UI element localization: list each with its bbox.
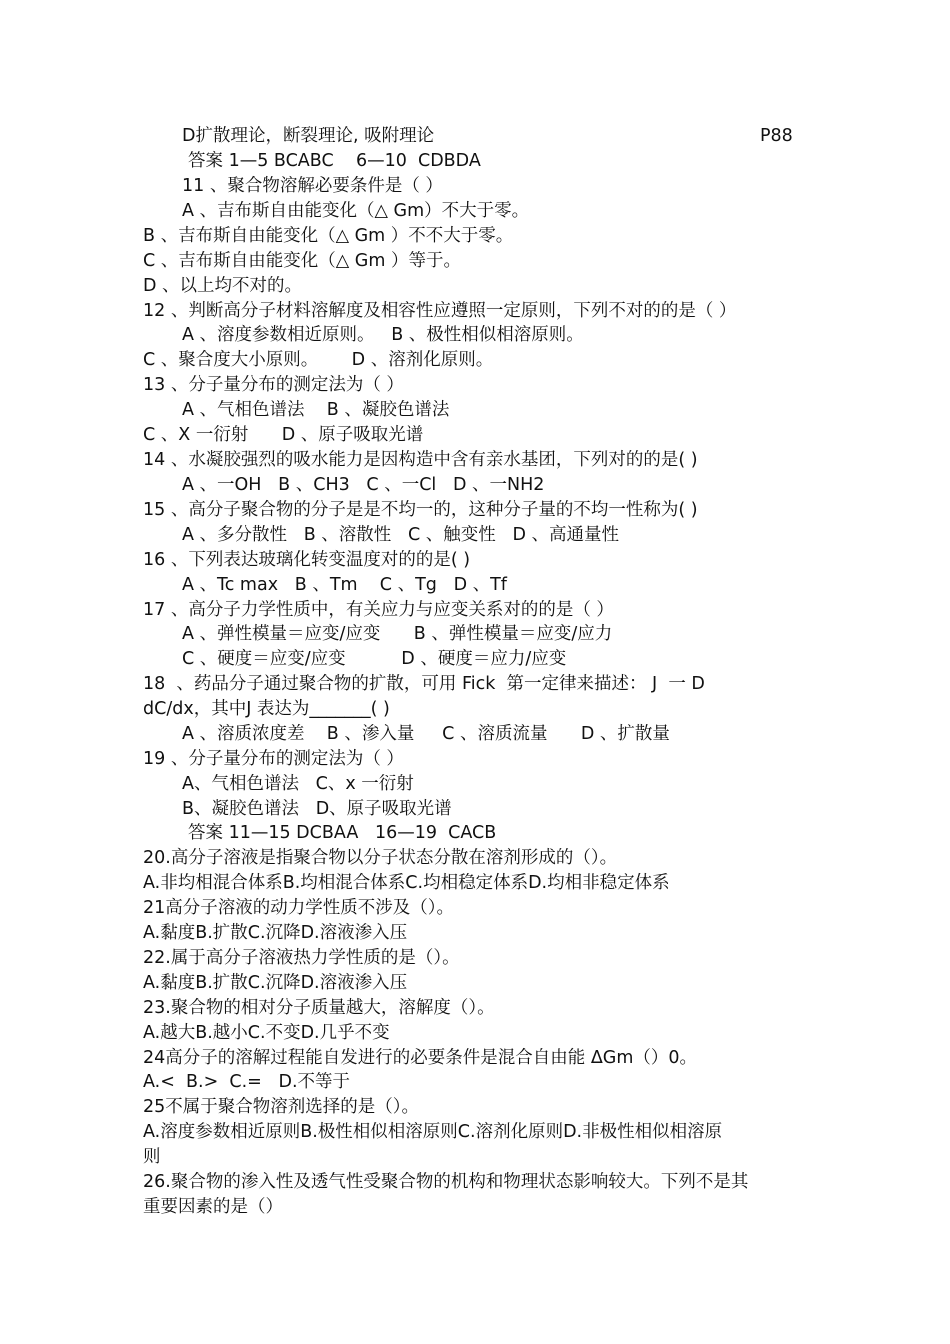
option-line: D 、以上均不对的。	[143, 276, 303, 296]
question-24: 24高分子的溶解过程能自发进行的必要条件是混合自由能 ΔGm（）0。	[143, 1048, 698, 1068]
option-line: A 、一OH B 、CH3 C 、一Cl D 、一NH2	[182, 475, 545, 495]
question-23: 23.聚合物的相对分子质量越大，溶解度（）。	[143, 998, 495, 1018]
question-14: 14 、水凝胶强烈的吸水能力是因构造中含有亲水基团，下列对的的是( )	[143, 450, 698, 470]
option-line: B、凝胶色谱法 D、原子吸取光谱	[182, 799, 452, 819]
option-line: A 、弹性模量＝应变/应变 B 、弹性模量＝应变/应力	[182, 624, 613, 644]
text-line: D扩散理论，断裂理论, 吸附理论	[182, 126, 435, 146]
question-25: 25不属于聚合物溶剂选择的是（）。	[143, 1097, 420, 1117]
option-line: A 、溶质浓度差 B 、渗入量 C 、溶质流量 D 、扩散量	[182, 724, 670, 744]
option-line: C 、X 一衍射 D 、原子吸取光谱	[143, 425, 424, 445]
question-17: 17 、高分子力学性质中，有关应力与应变关系对的的是（ ）	[143, 600, 614, 620]
question-19: 19 、分子量分布的测定法为（ ）	[143, 749, 404, 769]
question-12: 12 、判断高分子材料溶解度及相容性应遵照一定原则，下列不对的的是（ ）	[143, 301, 737, 321]
option-line-cont: 则	[143, 1147, 161, 1167]
question-20: 20.高分子溶液是指聚合物以分子状态分散在溶剂形成的（）。	[143, 848, 618, 868]
option-line: A.越大B.越小C.不变D.几乎不变	[143, 1023, 390, 1043]
question-15: 15 、高分子聚合物的分子是是不均一的，这种分子量的不均一性称为( )	[143, 500, 698, 520]
option-line: A.溶度参数相近原则B.极性相似相溶原则C.溶剂化原则D.非极性相似相溶原	[143, 1122, 723, 1142]
option-line: A 、Tc max B 、Tm C 、Tg D 、Tf	[182, 575, 507, 595]
question-16: 16 、下列表达玻璃化转变温度对的的是( )	[143, 550, 471, 570]
question-26-cont: 重要因素的是（）	[143, 1197, 283, 1217]
answer-line: 答案 11—15 DCBAA 16—19 CACB	[188, 823, 497, 843]
option-line: C 、吉布斯自由能变化（△ Gm ）等于。	[143, 251, 461, 271]
option-line: A.< B.> C.= D.不等于	[143, 1072, 351, 1092]
option-line: A、气相色谱法 C、x 一衍射	[182, 774, 414, 794]
question-22: 22.属于高分子溶液热力学性质的是（）。	[143, 948, 460, 968]
option-line: A 、多分散性 B 、溶散性 C 、触变性 D 、高通量性	[182, 525, 619, 545]
option-line: A 、气相色谱法 B 、凝胶色谱法	[182, 400, 450, 420]
option-line: A.非均相混合体系B.均相混合体系C.均相稳定体系D.均相非稳定体系	[143, 873, 670, 893]
option-line: C 、聚合度大小原则。 D 、溶剂化原则。	[143, 350, 494, 370]
question-13: 13 、分子量分布的测定法为（ ）	[143, 375, 404, 395]
question-11: 11 、聚合物溶解必要条件是（ ）	[182, 176, 443, 196]
option-line: A.黏度B.扩散C.沉降D.溶液渗入压	[143, 923, 408, 943]
option-line: A 、溶度参数相近原则。 B 、极性相似相溶原则。	[182, 325, 584, 345]
question-21: 21高分子溶液的动力学性质不涉及（）。	[143, 898, 455, 918]
answer-line: 答案 1—5 BCABC 6—10 CDBDA	[188, 151, 481, 171]
option-line: B 、吉布斯自由能变化（△ Gm ）不不大于零。	[143, 226, 514, 246]
question-26: 26.聚合物的渗入性及透气性受聚合物的机构和物理状态影响较大。下列不是其	[143, 1172, 749, 1192]
page-reference: P88	[760, 126, 793, 146]
option-line: C 、硬度＝应变/应变 D 、硬度＝应力/应变	[182, 649, 567, 669]
option-line: A.黏度B.扩散C.沉降D.溶液渗入压	[143, 973, 408, 993]
question-18-cont: dC/dx，其中J 表达为_______( )	[143, 699, 390, 719]
option-line: A 、吉布斯自由能变化（△ Gm）不大于零。	[182, 201, 530, 221]
question-18: 18 、药品分子通过聚合物的扩散，可用 Fick 第一定律来描述： J 一 D	[143, 674, 705, 694]
